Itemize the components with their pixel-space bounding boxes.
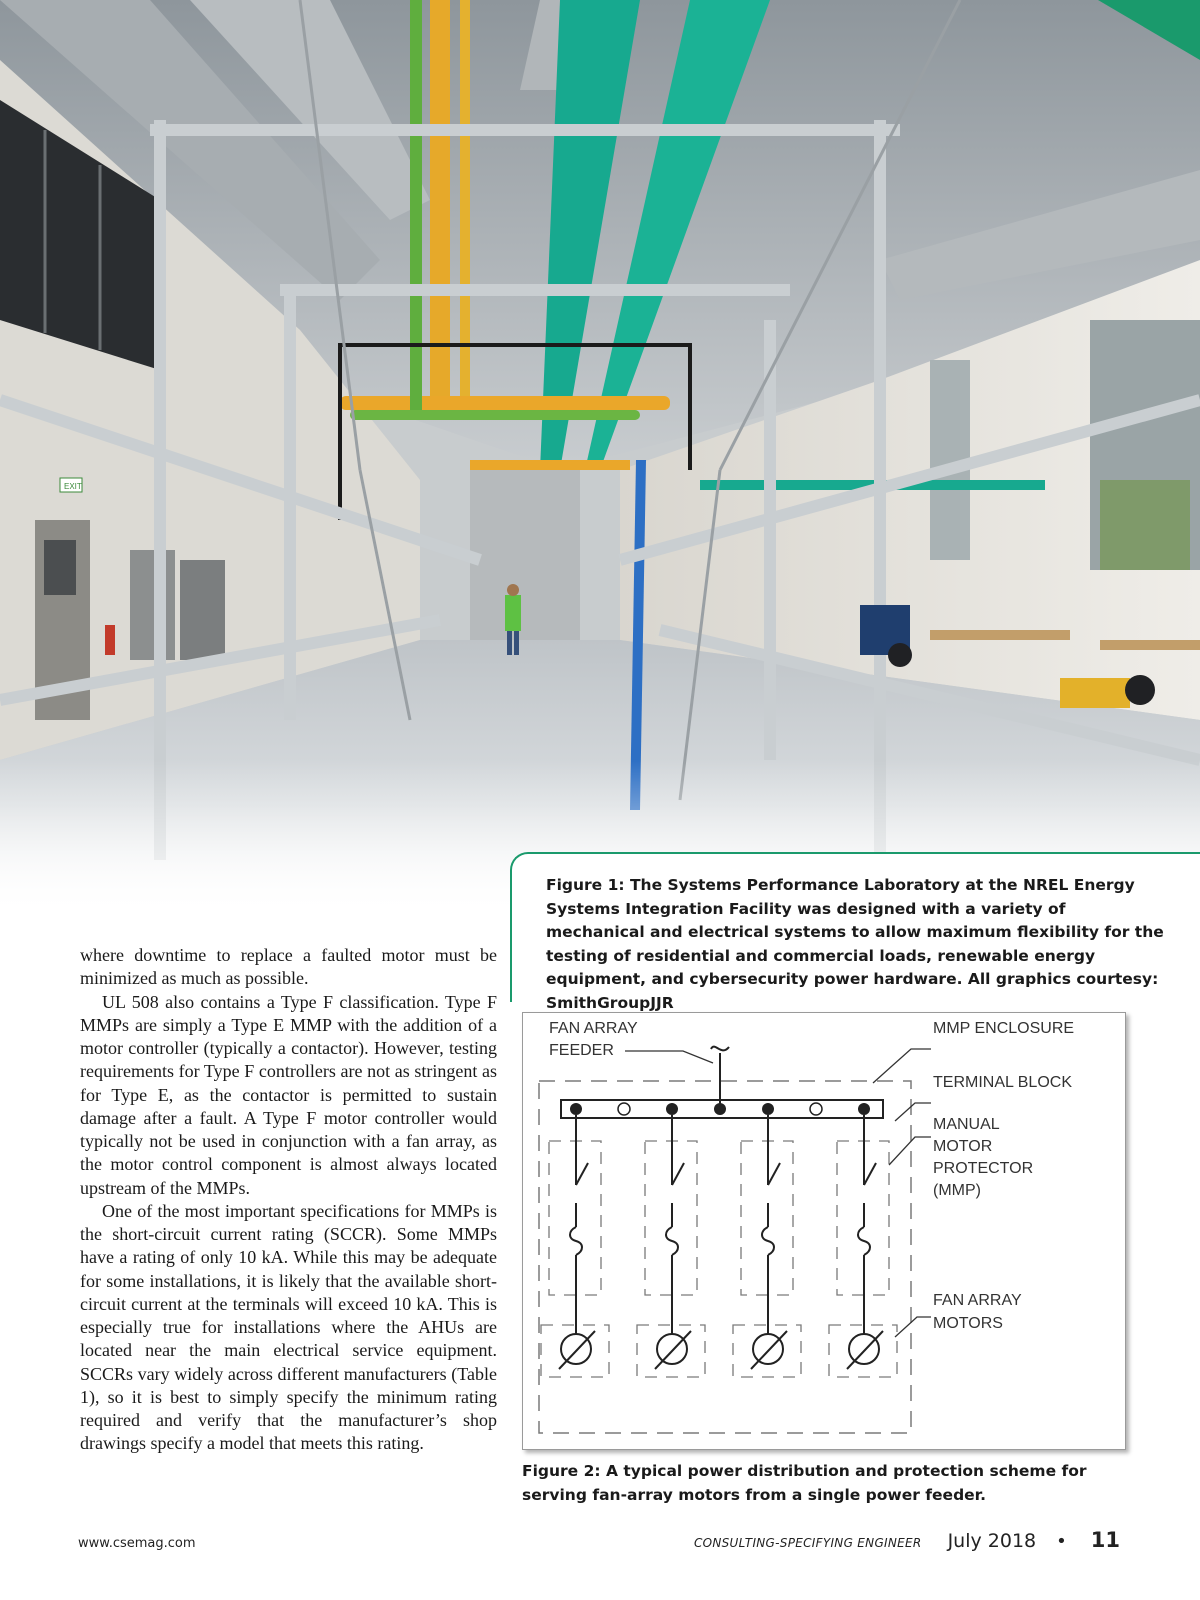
mmp-branch-4	[829, 1115, 897, 1377]
label-mmp-2: MOTOR	[933, 1138, 993, 1155]
figure2-diagram	[522, 1012, 1126, 1450]
figure2-caption: Figure 2: A typical power distribution and protection scheme for serving fan-array motors from a single power feeder.	[522, 1462, 1087, 1504]
footer-date: July 2018	[947, 1530, 1037, 1552]
footer-url[interactable]: www.csemag.com	[78, 1536, 196, 1551]
label-mmp-3: PROTECTOR	[933, 1160, 1034, 1177]
label-fan-array-feeder-1: FAN ARRAY	[549, 1020, 638, 1037]
label-mmp-1: MANUAL	[933, 1116, 1000, 1133]
mmp-branch-2	[637, 1115, 705, 1377]
exit-sign: EXIT	[64, 482, 82, 491]
body-paragraph-1: where downtime to replace a faulted motor must be minimized as much as possible.	[80, 945, 497, 989]
body-paragraph-2: UL 508 also contains a Type F classification. Type F MMPs are simply a Type E MMP with the addition of a motor controller (typically a contactor). However, testing requirements for Type F controllers are not as stringent as for Type E, as the contactor is permitted to sustain damage after a fault. A Type F motor controller would typically not be used in conjunction with a fan array, as the motor control component is almost always located upstream of the MMPs.	[80, 991, 497, 1198]
figure1-caption: Figure 1: The Systems Performance Laboratory at the NREL Energy Systems Integration Facility was designed with a variety of mechanical and electrical systems to allow maximum flexibility for the testing of residential and commercial loads, renewable energy equipment, and cybersecurity power hardware. All graphics courtesy: SmithGroupJJR	[546, 876, 1164, 1012]
label-terminal-block: TERMINAL BLOCK	[933, 1074, 1072, 1091]
body-paragraph-3: One of the most important specifications for MMPs is the short-circuit current rating (SCCR). Some MMPs have a rating of only 10 kA. While this may be adequate for some installations, it is likely that the available short-circuit current at the terminals will exceed 10 kA. This is especially true for installations where the AHUs are located near the main electrical service equipment. SCCRs vary widely across different manufacturers (Table 1), so it is best to simply specify the minimum rating required and verify that the manufacturer’s shop drawings specify a model that meets this rating.	[80, 1200, 497, 1454]
figure1-caption-box	[510, 852, 1200, 1012]
mmp-enclosure-outline	[539, 1081, 911, 1433]
footer-folio	[694, 1528, 1120, 1552]
footer-magazine-name: CONSULTING-SPECIFYING ENGINEER	[693, 1536, 922, 1550]
label-fan-array-motors-1: FAN ARRAY	[933, 1292, 1022, 1309]
mmp-branch-3	[733, 1115, 801, 1377]
page-number: 11	[1090, 1528, 1120, 1552]
footer-bullet: •	[1056, 1531, 1067, 1552]
label-mmp-enclosure: MMP ENCLOSURE	[933, 1020, 1075, 1037]
label-fan-array-motors-2: MOTORS	[933, 1315, 1003, 1332]
label-mmp-4: (MMP)	[933, 1182, 981, 1199]
label-fan-array-feeder-2: FEEDER	[549, 1042, 614, 1059]
corner-accent-tab	[1098, 0, 1200, 60]
mmp-branch-1	[541, 1115, 609, 1377]
article-body	[80, 944, 497, 1456]
